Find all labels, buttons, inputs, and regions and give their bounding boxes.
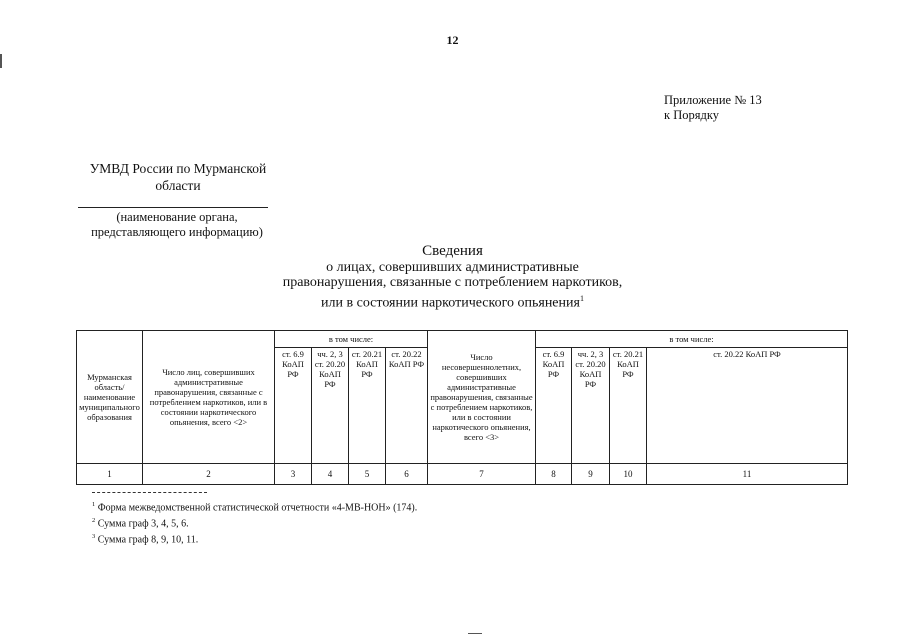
footnote-text: Форма межведомственной статистической отчетности «4-МВ-НОН» (174). (97, 502, 418, 514)
authority-caption-line-2: представляющего информацию) (91, 225, 263, 239)
heading-line-2: правонарушения, связанные с потреблением наркотиков, (282, 275, 623, 290)
document-heading (200, 244, 705, 311)
header-including-group-1: в том числе: (275, 331, 428, 348)
column-number: 8 (536, 464, 572, 485)
heading-line-3-text: или в состоянии наркотического опьянения (321, 295, 580, 311)
column-number: 10 (610, 464, 647, 485)
page-number: 12 (446, 33, 459, 47)
footnote-divider (92, 492, 207, 493)
column-number: 5 (349, 464, 386, 485)
header-minors-total: Число несовершеннолетних, совершивших административные правонарушения, связанные с потреблением наркотиков, или в состоянии наркотического опьянения, всего <3> (428, 331, 536, 464)
table-header-row-1 (77, 331, 848, 348)
footnote-mark: 1 (92, 501, 96, 508)
authority-underline (78, 207, 268, 208)
authority-caption (84, 210, 270, 240)
authority-caption-line-1: (наименование органа, (116, 210, 238, 224)
appendix-reference (664, 93, 762, 123)
footnote-text: Сумма граф 3, 4, 5, 6. (97, 518, 189, 530)
header-art-20-20: чч. 2, 3 ст. 20.20 КоАП РФ (312, 348, 349, 464)
column-number: 2 (143, 464, 275, 485)
header-including-group-2: в том числе: (536, 331, 848, 348)
authority-name-line-2: области (155, 178, 201, 193)
header-minors-art-20-21: ст. 20.21 КоАП РФ (610, 348, 647, 464)
footnote-item (92, 499, 417, 515)
footnote-item (92, 515, 417, 531)
column-number: 4 (312, 464, 349, 485)
footnote-mark: 3 (92, 532, 96, 540)
footnotes (92, 499, 417, 546)
column-number-row (77, 464, 848, 485)
appendix-line-1: Приложение № 13 (664, 93, 762, 107)
authority-name (78, 160, 278, 194)
authority-name-line-1: УМВД России по Мурманской (89, 161, 267, 176)
footnote-mark: 2 (92, 516, 96, 524)
column-number: 9 (572, 464, 610, 485)
scan-bottom-mark (468, 633, 482, 634)
heading-line-3 (200, 291, 705, 311)
header-minors-art-6-9: ст. 6.9 КоАП РФ (536, 348, 572, 464)
header-art-6-9: ст. 6.9 КоАП РФ (275, 348, 312, 464)
header-minors-art-20-20: чч. 2, 3 ст. 20.20 КоАП РФ (572, 348, 610, 464)
heading-line-1: о лицах, совершивших административные (326, 259, 579, 275)
header-art-20-21: ст. 20.21 КоАП РФ (349, 348, 386, 464)
column-number: 7 (428, 464, 536, 485)
header-minors-art-20-22: ст. 20.22 КоАП РФ (647, 348, 848, 464)
heading-footnote-ref: 1 (579, 293, 584, 303)
footnote-text: Сумма граф 8, 9, 10, 11. (97, 533, 199, 545)
column-number: 3 (275, 464, 312, 485)
header-total-persons: Число лиц, совершивших административные правонарушения, связанные с потреблением наркотиков, или в состоянии наркотического опьянения, всего <2> (143, 331, 275, 464)
header-art-20-22: ст. 20.22 КоАП РФ (386, 348, 428, 464)
document-title: Сведения (422, 243, 483, 259)
column-number: 6 (386, 464, 428, 485)
header-municipality: Мурманская область/наименование муниципального образования (77, 331, 143, 464)
appendix-line-2: к Порядку (664, 108, 719, 122)
report-table (76, 330, 848, 485)
column-number: 11 (647, 464, 848, 485)
scan-edge-mark (0, 54, 2, 68)
column-number: 1 (77, 464, 143, 485)
footnote-item (92, 531, 417, 547)
